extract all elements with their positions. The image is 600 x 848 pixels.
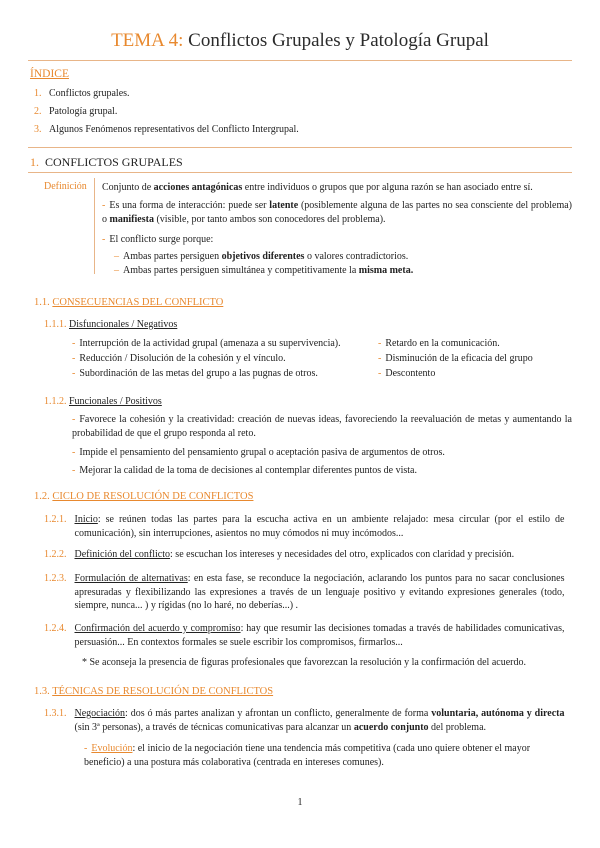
cycle-note: * Se aconseja la presencia de figuras profesionales que favorezcan la resolución y la confirmación del acuerdo.: [82, 657, 526, 668]
list-item: - Subordinación de las metas del grupo a las pugnas de otros.: [72, 368, 318, 379]
list-item: - Favorece la cohesión y la creatividad: creación de nuevas ideas, favoreciendo la reevaluación de metas y aumentando la probabilidad de que el grupo responda al reto.: [72, 414, 572, 439]
list-item: - Reducción / Disolución de la cohesión y el vínculo.: [72, 353, 286, 364]
definition-bullet: - El conflicto surge porque:: [102, 234, 214, 245]
subsection-1-3-heading: 1.3. TÉCNICAS DE RESOLUCIÓN DE CONFLICTOS: [34, 686, 274, 697]
section-1-divider: [28, 172, 572, 173]
list-item: - Descontento: [378, 368, 436, 379]
title-prefix: TEMA 4:: [111, 30, 184, 51]
definition-text: Conjunto de acciones antagónicas entre individuos o grupos que por alguna razón se han asociado entre sí.: [102, 182, 533, 193]
subsection-1-2-heading: 1.2. CICLO DE RESOLUCIÓN DE CONFLICTOS: [34, 491, 254, 502]
cycle-step: 1.2.4. Confirmación del acuerdo y compromiso: hay que resumir las decisiones tomadas a través de habilidades comunicativas, persuasión... En contextos formales se suele escribir los compromisos, firmarlos...: [44, 623, 565, 648]
page-number: 1: [297, 797, 303, 808]
list-item: - Mejorar la calidad de la toma de decisiones al contemplar diferentes puntos de vista.: [72, 465, 417, 476]
cycle-step: 1.2.3. Formulación de alternativas: en esta fase, se reconduce la negociación, aclarando los puntos para no sacar conclusiones apresuradas y flexibilizando las expresiones a través de un lenguaje positivo y evitando expresiones generales (todo, siempre, nunca... ) y rígidas (no lo haré, no deberías...) .: [44, 573, 565, 611]
index-divider: [28, 147, 572, 148]
heading-1-1-2: 1.1.2. Funcionales / Positivos: [44, 396, 162, 407]
definition-subbullet: – Ambas partes persiguen objetivos diferentes o valores contradictorios.: [114, 251, 409, 262]
index-item: 3. Algunos Fenómenos representativos del Conflicto Intergrupal.: [34, 124, 299, 135]
technique-negotiation: 1.3.1. Negociación: dos ó más partes analizan y afrontan un conflicto, generalmente de forma voluntaria, autónoma y directa (sin 3ª personas), a través de técnicas comunicativas para alcanzar un acuerdo conjunto del problema.: [44, 708, 565, 733]
list-item: - Disminución de la eficacia del grupo: [378, 353, 533, 364]
index-item: 2. Patología grupal.: [34, 106, 118, 117]
definition-bullet: - Es una forma de interacción: puede ser latente (posiblemente alguna de las partes no sea consciente del problema) o manifiesta (visible, por tanto ambos son conocedores del problema).: [102, 200, 572, 225]
list-item: - Impide el pensamiento del pensamiento grupal o aceptación pasiva de argumentos de otros.: [72, 447, 445, 458]
definition-subbullet: – Ambas partes persiguen simultánea y competitivamente la misma meta.: [114, 265, 414, 276]
list-item: - Retardo en la comunicación.: [378, 338, 500, 349]
title-text: Conflictos Grupales y Patología Grupal: [188, 30, 489, 51]
subsection-1-1-heading: 1.1. CONSECUENCIAS DEL CONFLICTO: [34, 297, 224, 308]
title-divider: [28, 60, 572, 61]
list-item: - Interrupción de la actividad grupal (amenaza a su supervivencia).: [72, 338, 341, 349]
section-1-heading: 1. CONFLICTOS GRUPALES: [30, 155, 183, 169]
technique-evolution: - Evolución: el inicio de la negociación tiene una tendencia más competitiva (cada uno quiere obtener el mayor beneficio) a una postura más colaborativa (centrada en intereses comunes).: [84, 743, 531, 768]
definition-bar: [94, 178, 95, 274]
cycle-step: 1.2.1. Inicio: se reúnen todas las partes para la escucha activa en un ambiente relajado: mesa circular (por el estilo de comunicación), sin interrupciones, asientos no muy cómodos ni muy incómodos...: [44, 514, 565, 539]
page-title: [0, 30, 600, 52]
heading-1-1-1: 1.1.1. Disfuncionales / Negativos: [44, 319, 178, 330]
index-item: 1. Conflictos grupales.: [34, 88, 130, 99]
cycle-step: 1.2.2. Definición del conflicto: se escuchan los intereses y necesidades del otro, explicados con claridad y precisión.: [44, 549, 515, 560]
definition-label: Definición: [44, 181, 87, 192]
index-heading: ÍNDICE: [30, 68, 69, 80]
